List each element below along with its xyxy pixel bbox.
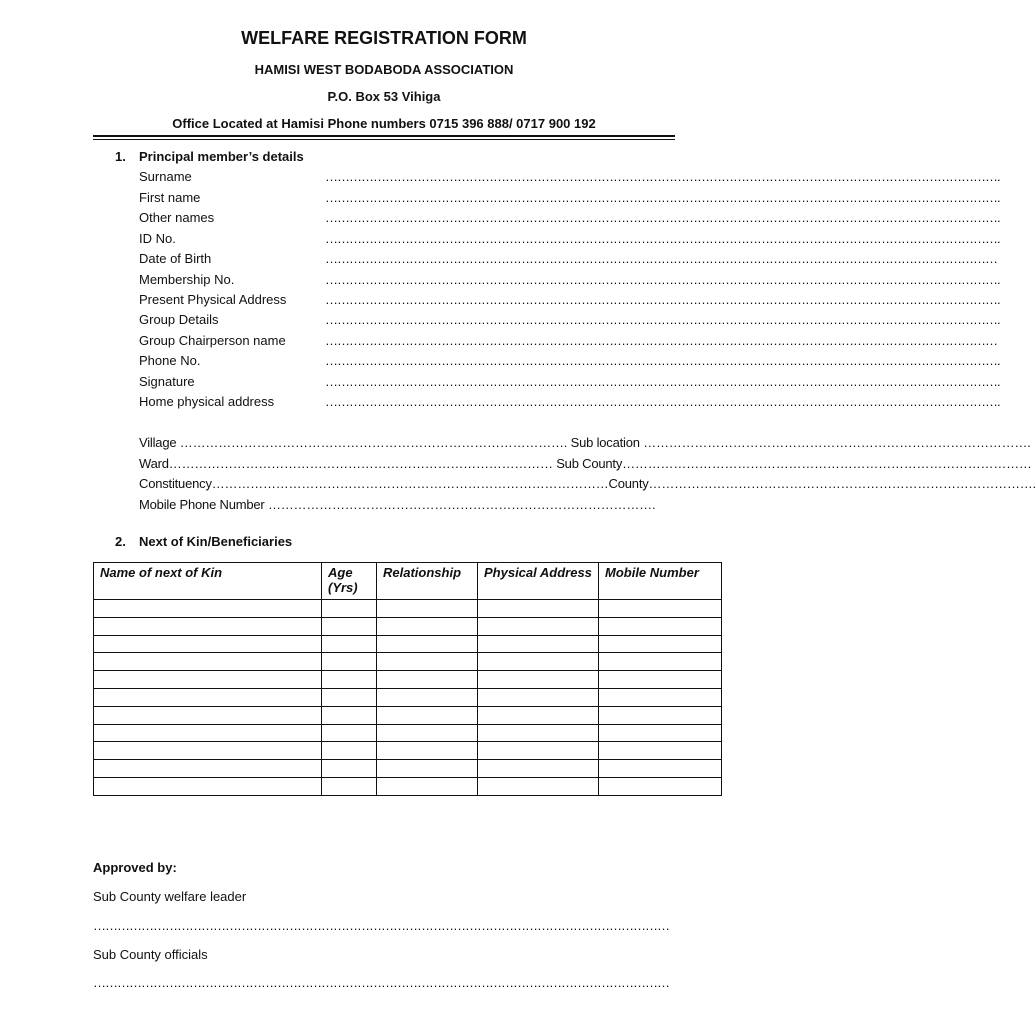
table-cell[interactable] xyxy=(478,688,599,706)
section-title: Next of Kin/Beneficiaries xyxy=(139,534,293,549)
table-cell[interactable] xyxy=(377,617,478,635)
constituency-county-line[interactable]: Constituency…………………………………………………………………………………County………………………………………………………………………………. xyxy=(139,476,1036,491)
sub-county-officials-label: Sub County officials xyxy=(93,947,208,962)
field-blank[interactable]: …………………………………………………………………………………………………………………………………………………… xyxy=(325,333,997,348)
organization-name: HAMISI WEST BODABODA ASSOCIATION xyxy=(254,62,514,77)
table-cell[interactable] xyxy=(94,706,322,724)
table-cell[interactable] xyxy=(478,724,599,742)
table-row xyxy=(94,724,722,742)
village-sublocation-line[interactable]: Village ………………………………………………………………………………. Sub location ………………………………………………………………………………. xyxy=(139,435,1031,450)
table-cell[interactable] xyxy=(94,760,322,778)
field-blank[interactable]: ……………………………………………………………………………………………………………………………………………………. xyxy=(325,292,1000,307)
table-cell[interactable] xyxy=(377,635,478,653)
field-label: Home physical address xyxy=(139,394,275,409)
table-cell[interactable] xyxy=(322,635,377,653)
form-title: WELFARE REGISTRATION FORM xyxy=(241,28,527,48)
field-label: Membership No. xyxy=(139,272,235,287)
table-cell[interactable] xyxy=(322,617,377,635)
field-blank[interactable]: …………………………………………………………………………………………………………………………………………………… xyxy=(325,251,997,266)
sub-county-welfare-leader-label: Sub County welfare leader xyxy=(93,889,247,904)
table-cell[interactable] xyxy=(478,653,599,671)
header-divider-thin xyxy=(93,139,675,140)
table-cell[interactable] xyxy=(94,688,322,706)
next-of-kin-table xyxy=(93,562,722,796)
section-title: Principal member’s details xyxy=(139,149,304,164)
field-blank[interactable]: ……………………………………………………………………………………………………………………………………………………. xyxy=(325,272,1000,287)
table-cell[interactable] xyxy=(377,600,478,618)
table-cell[interactable] xyxy=(94,617,322,635)
field-label: ID No. xyxy=(139,231,176,246)
table-cell[interactable] xyxy=(377,653,478,671)
table-cell[interactable] xyxy=(322,688,377,706)
field-label: First name xyxy=(139,190,201,205)
table-cell[interactable] xyxy=(599,671,722,689)
table-cell[interactable] xyxy=(377,724,478,742)
table-cell[interactable] xyxy=(478,671,599,689)
field-label: Group Chairperson name xyxy=(139,333,286,348)
table-cell[interactable] xyxy=(94,653,322,671)
ward-subcounty-line[interactable]: Ward……………………………………………………………………………… Sub County…………………………………………………………………………………… xyxy=(139,456,1032,471)
table-cell[interactable] xyxy=(478,635,599,653)
table-row xyxy=(94,635,722,653)
section-number: 1. xyxy=(115,149,126,164)
header-mobile-number: Mobile Number xyxy=(599,563,722,600)
field-label: Signature xyxy=(139,374,195,389)
table-cell[interactable] xyxy=(599,706,722,724)
table-cell[interactable] xyxy=(322,671,377,689)
po-box: P.O. Box 53 Vihiga xyxy=(327,89,441,104)
field-blank[interactable]: ……………………………………………………………………………………………………………………………………………………. xyxy=(325,169,1000,184)
header-physical-address: Physical Address xyxy=(478,563,599,600)
section-next-of-kin-heading xyxy=(115,534,292,549)
field-blank[interactable]: ……………………………………………………………………………………………………………………………………………………. xyxy=(325,190,1000,205)
officials-signature-blank[interactable]: ……………………………………………………………………………………………………………………………… xyxy=(93,975,669,990)
table-cell[interactable] xyxy=(599,635,722,653)
table-row xyxy=(94,777,722,795)
table-cell[interactable] xyxy=(599,688,722,706)
field-label: Surname xyxy=(139,169,192,184)
field-label: Phone No. xyxy=(139,353,201,368)
header-relationship: Relationship xyxy=(377,563,478,600)
table-cell[interactable] xyxy=(94,724,322,742)
table-cell[interactable] xyxy=(377,706,478,724)
table-cell[interactable] xyxy=(322,777,377,795)
field-label: Present Physical Address xyxy=(139,292,287,307)
table-cell[interactable] xyxy=(322,760,377,778)
table-header-row xyxy=(94,563,722,600)
table-cell[interactable] xyxy=(599,617,722,635)
table-cell[interactable] xyxy=(599,742,722,760)
field-blank[interactable]: ……………………………………………………………………………………………………………………………………………………. xyxy=(325,374,1000,389)
header-age: Age (Yrs) xyxy=(322,563,377,600)
table-row xyxy=(94,742,722,760)
table-cell[interactable] xyxy=(478,777,599,795)
table-cell[interactable] xyxy=(478,742,599,760)
table-cell[interactable] xyxy=(599,724,722,742)
table-cell[interactable] xyxy=(377,671,478,689)
table-cell[interactable] xyxy=(377,777,478,795)
table-cell[interactable] xyxy=(478,617,599,635)
field-label: Group Details xyxy=(139,312,219,327)
table-cell[interactable] xyxy=(322,706,377,724)
table-cell[interactable] xyxy=(377,742,478,760)
welfare-leader-signature-blank[interactable]: ……………………………………………………………………………………………………………………………… xyxy=(93,918,669,933)
approved-by-label: Approved by: xyxy=(93,860,177,875)
table-cell[interactable] xyxy=(478,706,599,724)
table-row xyxy=(94,706,722,724)
table-cell[interactable] xyxy=(94,777,322,795)
table-row xyxy=(94,617,722,635)
table-cell[interactable] xyxy=(94,600,322,618)
table-row xyxy=(94,760,722,778)
table-cell[interactable] xyxy=(599,760,722,778)
table-row xyxy=(94,688,722,706)
field-blank[interactable]: ……………………………………………………………………………………………………………………………………………………. xyxy=(325,312,1000,327)
table-cell[interactable] xyxy=(599,653,722,671)
field-blank[interactable]: ……………………………………………………………………………………………………………………………………………………. xyxy=(325,394,1000,409)
field-blank[interactable]: ……………………………………………………………………………………………………………………………………………………. xyxy=(325,353,1000,368)
field-blank[interactable]: ……………………………………………………………………………………………………………………………………………………. xyxy=(325,231,1000,246)
field-blank[interactable]: ……………………………………………………………………………………………………………………………………………………. xyxy=(325,210,1000,225)
header-divider-thick xyxy=(93,135,675,137)
table-cell[interactable] xyxy=(94,742,322,760)
table-cell[interactable] xyxy=(377,760,478,778)
table-cell[interactable] xyxy=(599,777,722,795)
table-row xyxy=(94,653,722,671)
mobile-phone-line[interactable]: Mobile Phone Number ………………………………………………………………………………. xyxy=(139,497,656,512)
section-principal-member-heading xyxy=(115,149,304,164)
table-cell[interactable] xyxy=(478,600,599,618)
office-contact: Office Located at Hamisi Phone numbers 0715 396 888/ 0717 900 192 xyxy=(172,116,596,131)
table-cell[interactable] xyxy=(599,600,722,618)
table-cell[interactable] xyxy=(478,760,599,778)
field-label: Other names xyxy=(139,210,215,225)
table-cell[interactable] xyxy=(322,742,377,760)
section-number: 2. xyxy=(115,534,126,549)
table-cell[interactable] xyxy=(322,653,377,671)
table-cell[interactable] xyxy=(322,600,377,618)
table-cell[interactable] xyxy=(322,724,377,742)
table-row xyxy=(94,600,722,618)
header-name-of-next-of-kin: Name of next of Kin xyxy=(94,563,322,600)
table-row xyxy=(94,671,722,689)
table-cell[interactable] xyxy=(94,671,322,689)
table-cell[interactable] xyxy=(377,688,478,706)
table-cell[interactable] xyxy=(94,635,322,653)
field-label: Date of Birth xyxy=(139,251,212,266)
